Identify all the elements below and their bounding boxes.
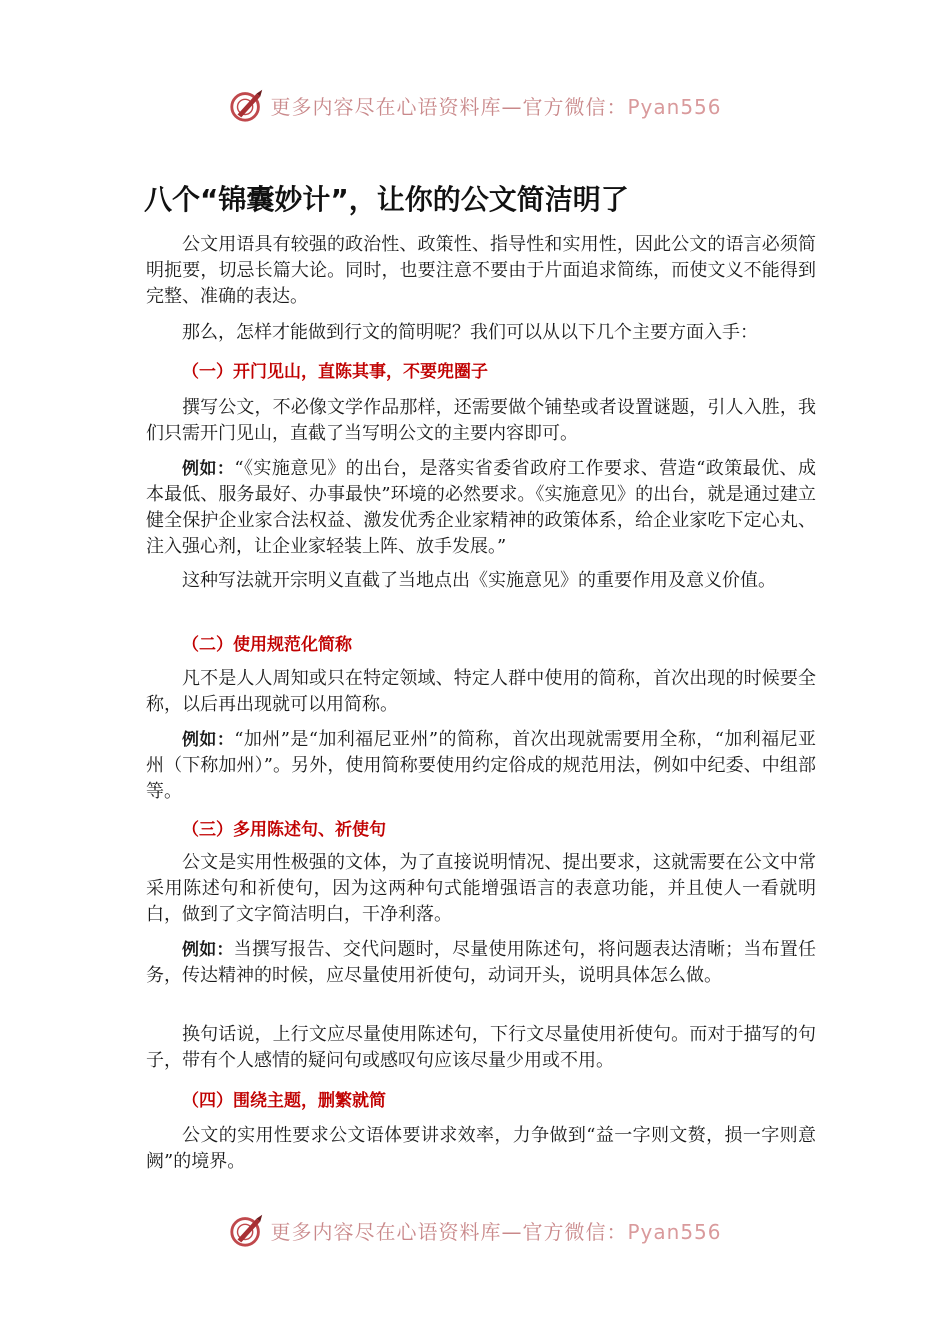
section-heading-2: （二）使用规范化简称	[182, 635, 352, 655]
section-2-body: 凡不是人人周知或只在特定领域、特定人群中使用的简称，首次出现的时候要全称，以后再出现就可以用简称。	[146, 668, 816, 715]
example-text: 当撰写报告、交代问题时，尽量使用陈述句，将问题表达清晰；当布置任务，传达精神的时候，应尽量使用祈使句，动词开头，说明具体怎么做。	[146, 939, 817, 986]
watermark-banner-top	[0, 80, 950, 130]
section-2-example	[146, 727, 816, 805]
section-1-example	[146, 456, 816, 560]
section-heading-1: （一）开门见山，直陈其事，不要兜圈子	[182, 362, 488, 382]
page-title: 八个“锦囊妙计”，让你的公文简洁明了	[144, 183, 629, 216]
section-3-example	[146, 937, 816, 989]
watermark-text: 更多内容尽在心语资料库—官方微信：Pyan556	[270, 1219, 722, 1244]
pen-logo-icon	[228, 86, 266, 124]
section-heading-3: （三）多用陈述句、祈使句	[182, 820, 386, 840]
section-4-body: 公文的实用性要求公文语体要讲求效率，力争做到“益一字则文赘，损一字则意阙”的境界。	[146, 1125, 816, 1172]
watermark-text: 更多内容尽在心语资料库—官方微信：Pyan556	[270, 94, 722, 119]
example-lead: 例如：	[182, 940, 234, 960]
section-1-conclusion: 这种写法就开宗明义直截了当地点出《实施意见》的重要作用及意义价值。	[182, 570, 776, 591]
section-3-conclusion: 换句话说，上行文应尽量使用陈述句，下行文尽量使用祈使句。而对于描写的句子，带有个人感情的疑问句或感叹句应该尽量少用或不用。	[146, 1024, 816, 1071]
pen-logo-icon	[228, 1211, 266, 1249]
section-1-body: 撰写公文，不必像文学作品那样，还需要做个铺垫或者设置谜题，引人入胜，我们只需开门见山，直截了当写明公文的主要内容即可。	[146, 397, 816, 444]
section-heading-4: （四）围绕主题，删繁就简	[182, 1091, 386, 1111]
example-lead: 例如：	[182, 730, 235, 750]
intro-paragraph-1: 公文用语具有较强的政治性、政策性、指导性和实用性，因此公文的语言必须简明扼要，切忌长篇大论。同时，也要注意不要由于片面追求简练，而使文义不能得到完整、准确的表达。	[146, 234, 816, 307]
section-3-body: 公文是实用性极强的文体，为了直接说明情况、提出要求，这就需要在公文中常采用陈述句和祈使句，因为这两种句式能增强语言的表意功能，并且使人一看就明白，做到了文字简洁明白，干净利落。	[146, 852, 816, 925]
example-text: “加州”是“加利福尼亚州”的简称，首次出现就需要用全称，“加利福尼亚州（下称加州）”。另外，使用简称要使用约定俗成的规范用法，例如中纪委、中组部等。	[146, 729, 816, 802]
watermark-banner-bottom	[0, 1205, 950, 1255]
example-lead: 例如：	[182, 459, 235, 479]
intro-paragraph-2: 那么，怎样才能做到行文的简明呢？我们可以从以下几个主要方面入手：	[182, 322, 758, 343]
example-text: “《实施意见》的出台，是落实省委省政府工作要求、营造“政策最优、成本最低、服务最好、办事最快”环境的必然要求。《实施意见》的出台，就是通过建立健全保护企业家合法权益、激发优秀企业家精神的政策体系，给企业家吃下定心丸、注入强心剂，让企业家轻装上阵、放手发展。”	[146, 458, 817, 557]
